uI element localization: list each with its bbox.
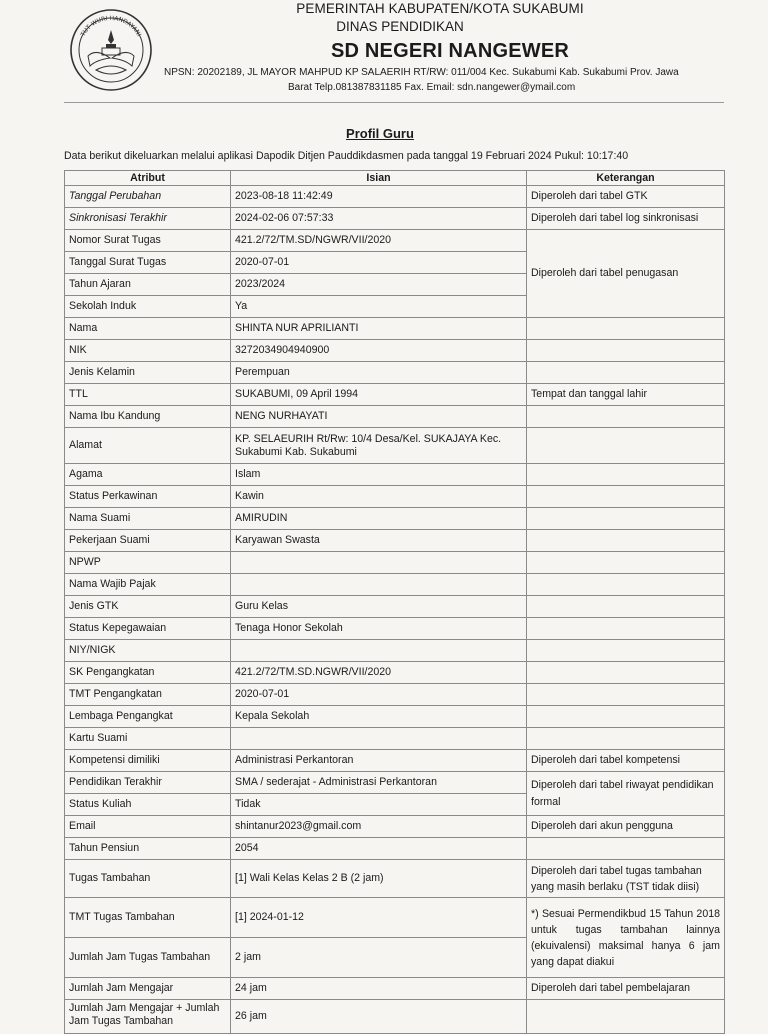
table-row	[65, 552, 725, 574]
row-atribut: Status Kuliah	[65, 794, 231, 816]
header-atribut: Atribut	[65, 171, 231, 186]
row-keterangan	[527, 552, 725, 574]
row-keterangan	[527, 1000, 725, 1034]
row-atribut: Sekolah Induk	[65, 296, 231, 318]
row-keterangan	[527, 728, 725, 750]
row-atribut: SK Pengangkatan	[65, 662, 231, 684]
table-header-row	[65, 171, 725, 186]
table-row	[65, 530, 725, 552]
row-keterangan: Diperoleh dari tabel GTK	[527, 186, 725, 208]
row-atribut: Jenis GTK	[65, 596, 231, 618]
row-isian: SUKABUMI, 09 April 1994	[231, 384, 527, 406]
row-isian: 421.2/72/TM.SD/NGWR/VII/2020	[231, 230, 527, 252]
row-isian: Kepala Sekolah	[231, 706, 527, 728]
row-keterangan	[527, 508, 725, 530]
table-row	[65, 208, 725, 230]
row-atribut: TMT Tugas Tambahan	[65, 898, 231, 938]
row-isian: 2024-02-06 07:57:33	[231, 208, 527, 230]
row-keterangan: Tempat dan tanggal lahir	[527, 384, 725, 406]
row-atribut: Nama Wajib Pajak	[65, 574, 231, 596]
row-isian: SHINTA NUR APRILIANTI	[231, 318, 527, 340]
table-row	[65, 230, 725, 252]
row-atribut: Tugas Tambahan	[65, 860, 231, 898]
row-isian: Karyawan Swasta	[231, 530, 527, 552]
row-isian	[231, 552, 527, 574]
letterhead-school-name: SD NEGERI NANGEWER	[330, 40, 570, 62]
row-isian: Tidak	[231, 794, 527, 816]
row-atribut: Email	[65, 816, 231, 838]
row-keterangan: Diperoleh dari akun pengguna	[527, 816, 725, 838]
row-isian: 2020-07-01	[231, 252, 527, 274]
header-keterangan: Keterangan	[527, 171, 725, 186]
document-title: Profil Guru	[346, 126, 414, 141]
row-keterangan	[527, 706, 725, 728]
row-keterangan: *) Sesuai Permendikbud 15 Tahun 2018 untuk tugas tambahan lainnya (ekuivalensi) maksimal hanya 6 jam yang dapat diakui	[527, 898, 725, 978]
profil-guru-table	[64, 170, 725, 1034]
row-atribut: Jumlah Jam Mengajar + Jumlah Jam Tugas Tambahan	[65, 1000, 231, 1034]
row-isian: 26 jam	[231, 1000, 527, 1034]
row-isian: 2023/2024	[231, 274, 527, 296]
row-atribut: Kartu Suami	[65, 728, 231, 750]
row-isian: SMA / sederajat - Administrasi Perkantoran	[231, 772, 527, 794]
row-atribut: Sinkronisasi Terakhir	[65, 208, 231, 230]
row-isian: Perempuan	[231, 362, 527, 384]
row-keterangan	[527, 428, 725, 464]
row-isian: 2 jam	[231, 938, 527, 978]
row-atribut: NPWP	[65, 552, 231, 574]
row-keterangan	[527, 838, 725, 860]
table-row	[65, 640, 725, 662]
row-isian: NENG NURHAYATI	[231, 406, 527, 428]
row-keterangan	[527, 662, 725, 684]
table-row	[65, 728, 725, 750]
row-atribut: Status Perkawinan	[65, 486, 231, 508]
row-isian: Tenaga Honor Sekolah	[231, 618, 527, 640]
table-row	[65, 898, 725, 938]
row-atribut: Pekerjaan Suami	[65, 530, 231, 552]
row-atribut: NIK	[65, 340, 231, 362]
tut-wuri-handayani-logo	[66, 8, 156, 92]
row-keterangan	[527, 640, 725, 662]
table-row	[65, 706, 725, 728]
row-keterangan	[527, 684, 725, 706]
row-keterangan: Diperoleh dari tabel pembelajaran	[527, 978, 725, 1000]
row-atribut: Alamat	[65, 428, 231, 464]
row-isian: KP. SELAEURIH Rt/Rw: 10/4 Desa/Kel. SUKAJAYA Kec. Sukabumi Kab. Sukabumi	[231, 428, 527, 464]
table-row	[65, 340, 725, 362]
table-row	[65, 574, 725, 596]
row-isian	[231, 640, 527, 662]
row-atribut: Jumlah Jam Mengajar	[65, 978, 231, 1000]
row-keterangan: Diperoleh dari tabel log sinkronisasi	[527, 208, 725, 230]
table-row	[65, 486, 725, 508]
row-atribut: Status Kepegawaian	[65, 618, 231, 640]
table-row	[65, 464, 725, 486]
row-isian: 3272034904940900	[231, 340, 527, 362]
table-row	[65, 838, 725, 860]
row-atribut: Tanggal Surat Tugas	[65, 252, 231, 274]
table-row	[65, 684, 725, 706]
table-row	[65, 428, 725, 464]
row-keterangan: Diperoleh dari tabel tugas tambahan yang masih berlaku (TST tidak diisi)	[527, 860, 725, 898]
letterhead-address-line2: Barat Telp.081387831185 Fax. Email: sdn.nangewer@ymail.com	[288, 82, 576, 93]
row-atribut: Nama Ibu Kandung	[65, 406, 231, 428]
table-row	[65, 406, 725, 428]
row-isian: Ya	[231, 296, 527, 318]
row-isian: 24 jam	[231, 978, 527, 1000]
row-atribut: Agama	[65, 464, 231, 486]
intro-text: Data berikut dikeluarkan melalui aplikasi Dapodik Ditjen Pauddikdasmen pada tanggal 19 Februari 2024 Pukul: 10:17:40	[64, 150, 629, 162]
table-row	[65, 362, 725, 384]
row-isian: Kawin	[231, 486, 527, 508]
table-row	[65, 860, 725, 898]
row-atribut: TMT Pengangkatan	[65, 684, 231, 706]
row-isian: AMIRUDIN	[231, 508, 527, 530]
row-keterangan	[527, 618, 725, 640]
letterhead-address-line1: NPSN: 20202189, JL MAYOR MAHPUD KP SALAERIH RT/RW: 011/004 Kec. Sukabumi Kab. Sukabumi Prov. Jawa	[164, 67, 679, 78]
row-atribut: Nama	[65, 318, 231, 340]
row-isian: 2023-08-18 11:42:49	[231, 186, 527, 208]
row-keterangan: Diperoleh dari tabel riwayat pendidikan formal	[527, 772, 725, 816]
row-atribut: Tanggal Perubahan	[65, 186, 231, 208]
row-keterangan	[527, 464, 725, 486]
logo-motto: TUT WURI HANDAYANI	[79, 14, 143, 38]
row-atribut: Jumlah Jam Tugas Tambahan	[65, 938, 231, 978]
header-isian: Isian	[231, 171, 527, 186]
row-isian: 421.2/72/TM.SD.NGWR/VII/2020	[231, 662, 527, 684]
row-keterangan	[527, 362, 725, 384]
table-row	[65, 384, 725, 406]
row-atribut: Kompetensi dimiliki	[65, 750, 231, 772]
table-row	[65, 662, 725, 684]
row-atribut: TTL	[65, 384, 231, 406]
row-atribut: NIY/NIGK	[65, 640, 231, 662]
letterhead-government: PEMERINTAH KABUPATEN/KOTA SUKABUMI	[296, 1, 584, 16]
row-isian: shintanur2023@gmail.com	[231, 816, 527, 838]
row-atribut: Nama Suami	[65, 508, 231, 530]
letterhead-divider	[64, 102, 724, 103]
row-isian: 2054	[231, 838, 527, 860]
table-row	[65, 750, 725, 772]
row-isian: Administrasi Perkantoran	[231, 750, 527, 772]
row-atribut: Lembaga Pengangkat	[65, 706, 231, 728]
row-keterangan: Diperoleh dari tabel kompetensi	[527, 750, 725, 772]
row-isian: 2020-07-01	[231, 684, 527, 706]
row-keterangan	[527, 486, 725, 508]
row-atribut: Nomor Surat Tugas	[65, 230, 231, 252]
row-isian: Islam	[231, 464, 527, 486]
row-keterangan	[527, 596, 725, 618]
row-keterangan	[527, 406, 725, 428]
table-row	[65, 186, 725, 208]
table-row	[65, 1000, 725, 1034]
row-isian: [1] Wali Kelas Kelas 2 B (2 jam)	[231, 860, 527, 898]
row-keterangan	[527, 574, 725, 596]
row-keterangan	[527, 318, 725, 340]
table-row	[65, 772, 725, 794]
row-atribut: Tahun Ajaran	[65, 274, 231, 296]
row-isian	[231, 728, 527, 750]
row-keterangan	[527, 530, 725, 552]
table-row	[65, 318, 725, 340]
row-isian: [1] 2024-01-12	[231, 898, 527, 938]
table-row	[65, 978, 725, 1000]
row-atribut: Jenis Kelamin	[65, 362, 231, 384]
row-atribut: Tahun Pensiun	[65, 838, 231, 860]
table-row	[65, 618, 725, 640]
row-atribut: Pendidikan Terakhir	[65, 772, 231, 794]
table-row	[65, 596, 725, 618]
row-isian: Guru Kelas	[231, 596, 527, 618]
row-isian	[231, 574, 527, 596]
row-keterangan: Diperoleh dari tabel penugasan	[527, 230, 725, 318]
table-row	[65, 816, 725, 838]
letterhead-dinas: DINAS PENDIDIKAN	[336, 19, 464, 34]
table-row	[65, 508, 725, 530]
row-keterangan	[527, 340, 725, 362]
